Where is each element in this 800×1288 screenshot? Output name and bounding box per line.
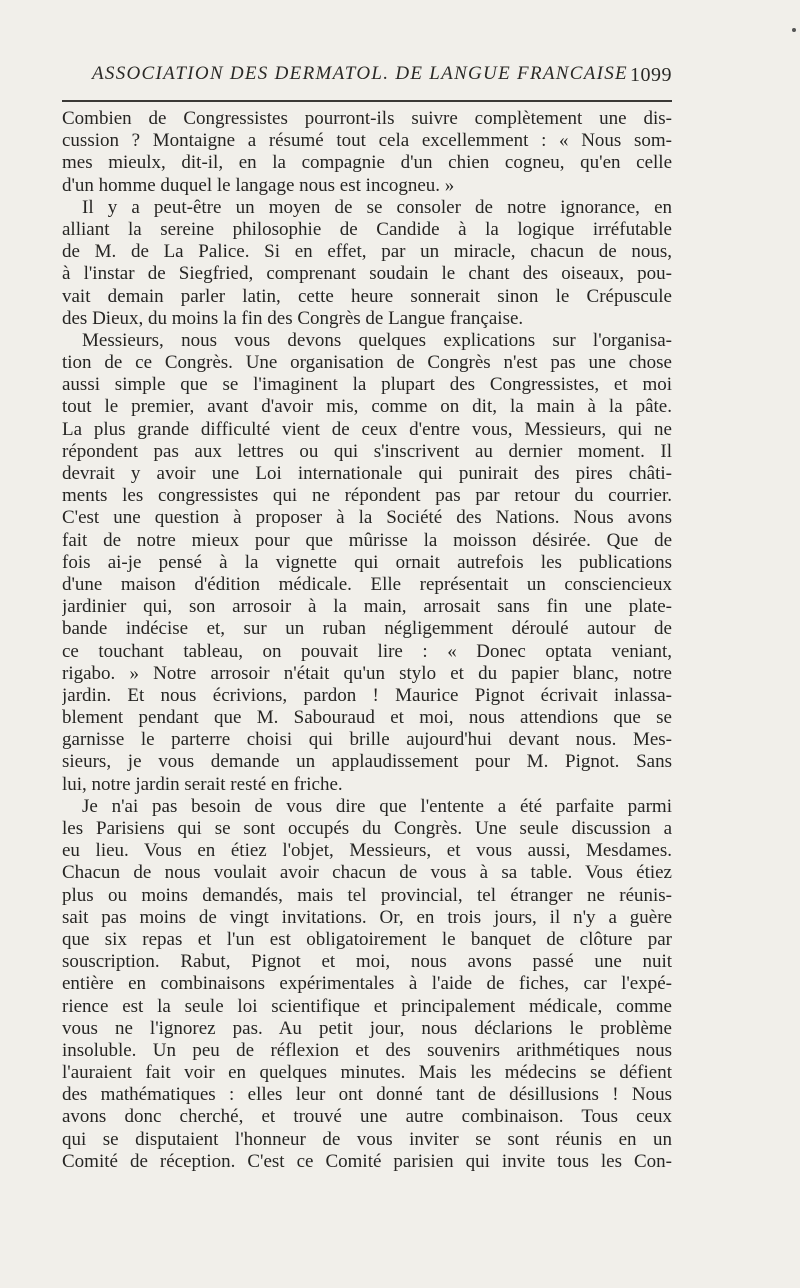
text-line: vait demain parler latin, cette heure sonnerait sinon le Crépuscule xyxy=(62,285,672,307)
page-header xyxy=(92,63,672,89)
text-line: rience est la seule loi scientifique et principalement médicale, comme xyxy=(62,995,672,1017)
text-line: rigabo. » Notre arrosoir n'était qu'un stylo et du papier blanc, notre xyxy=(62,662,672,684)
text-line: Comité de réception. C'est ce Comité parisien qui invite tous les Con- xyxy=(62,1150,672,1172)
text-line: Je n'ai pas besoin de vous dire que l'entente a été parfaite parmi xyxy=(82,795,672,817)
text-line: insoluble. Un peu de réflexion et des souvenirs arithmétiques nous xyxy=(62,1039,672,1061)
page-number: 1099 xyxy=(630,64,672,86)
text-line: entière en combinaisons expérimentales à l'aide de fiches, car l'expé- xyxy=(62,973,672,995)
text-line: les Parisiens qui se sont occupés du Congrès. Une seule discussion a xyxy=(62,818,672,839)
text-line: jardin. Et nous écrivions, pardon ! Maurice Pignot écrivait inlassa- xyxy=(62,684,672,706)
text-line: répondent pas aux lettres ou qui s'inscrivent au dernier moment. Il xyxy=(62,440,672,462)
body-text xyxy=(62,108,672,1173)
text-line: fois ai-je pensé à la vignette qui ornait autrefois les publications xyxy=(62,551,672,573)
text-line: devrait y avoir une Loi internationale qui punirait des pires châti- xyxy=(62,463,672,484)
text-line: Combien de Congressistes pourront-ils suivre complètement une dis- xyxy=(62,108,672,129)
text-line: Il y a peut-être un moyen de se consoler de notre ignorance, en xyxy=(82,196,672,218)
text-line: tion de ce Congrès. Une organisation de Congrès n'est pas une chose xyxy=(62,352,672,374)
text-line: qui se disputaient l'honneur de vous inviter se sont réunis en un xyxy=(62,1128,672,1150)
text-line: à l'instar de Siegfried, comprenant soudain le chant des oiseaux, pou- xyxy=(62,263,672,285)
text-line: sieurs, je vous demande un applaudissement pour M. Pignot. Sans xyxy=(62,751,672,773)
text-line: mes mieulx, dit-il, en la compagnie d'un chien cogneu, qu'en celle xyxy=(62,152,672,174)
text-line: d'une maison d'édition médicale. Elle représentait un consciencieux xyxy=(62,573,672,595)
text-line: Messieurs, nous vous devons quelques explications sur l'organisa- xyxy=(82,329,672,351)
text-line: blement pendant que M. Sabouraud et moi, nous attendions que se xyxy=(62,707,672,729)
text-line: La plus grande difficulté vient de ceux d'entre vous, Messieurs, qui ne xyxy=(62,418,672,440)
text-line: que six repas et l'un est obligatoirement le banquet de clôture par xyxy=(62,928,672,950)
text-line: fait de notre mieux pour que mûrisse la moisson désirée. Que de xyxy=(62,529,672,551)
text-line: de M. de La Palice. Si en effet, par un miracle, chacun de nous, xyxy=(62,241,672,263)
header-rule xyxy=(62,100,672,102)
text-line: ments les congressistes qui ne répondent pas par retour du courrier. xyxy=(62,485,672,507)
text-line: jardinier qui, son arrosoir à la main, arrosait sans fin une plate- xyxy=(62,596,672,618)
text-line: des mathématiques : elles leur ont donné tant de désillusions ! Nous xyxy=(62,1084,672,1106)
text-line: eu lieu. Vous en étiez l'objet, Messieurs, et vous aussi, Mesdames. xyxy=(62,840,672,862)
margin-speck xyxy=(792,28,796,32)
text-line: avons donc cherché, et trouvé une autre combinaison. Tous ceux xyxy=(62,1106,672,1128)
text-line: lui, notre jardin serait resté en friche. xyxy=(62,773,343,795)
text-line: sait pas moins de vingt invitations. Or, en trois jours, il n'y a guère xyxy=(62,906,672,928)
text-line: d'un homme duquel le langage nous est incogneu. » xyxy=(62,174,455,196)
text-line: aussi simple que se l'imaginent la plupart des Congressistes, et moi xyxy=(62,374,672,396)
text-line: bande indécise et, sur un ruban négligemment déroulé autour de xyxy=(62,618,672,640)
text-line: alliant la sereine philosophie de Candide à la logique irréfutable xyxy=(62,218,672,240)
running-title: ASSOCIATION DES DERMATOL. DE LANGUE FRANCAISE xyxy=(92,63,628,84)
text-line: l'auraient fait voir en quelques minutes. Mais les médecins se défient xyxy=(62,1062,672,1084)
text-line: des Dieux, du moins la fin des Congrès de Langue française. xyxy=(62,307,524,329)
text-line: vous ne l'ignorez pas. Au petit jour, nous déclarions le problème xyxy=(62,1017,672,1039)
text-line: ce touchant tableau, on pouvait lire : « Donec optata veniant, xyxy=(62,640,672,662)
text-line: plus ou moins demandés, mais tel provincial, tel étranger ne réunis- xyxy=(62,884,672,906)
text-line: cussion ? Montaigne a résumé tout cela excellemment : « Nous som- xyxy=(62,130,672,152)
text-line: tout le premier, avant d'avoir mis, comme on dit, la main à la pâte. xyxy=(62,396,672,418)
text-line: souscription. Rabut, Pignot et moi, nous avons passé une nuit xyxy=(62,951,672,973)
text-line: C'est une question à proposer à la Société des Nations. Nous avons xyxy=(62,507,672,529)
text-line: garnisse le parterre choisi qui brille aujourd'hui devant nous. Mes- xyxy=(62,729,672,751)
text-line: Chacun de nous voulait avoir chacun de vous à sa table. Vous étiez xyxy=(62,862,672,884)
